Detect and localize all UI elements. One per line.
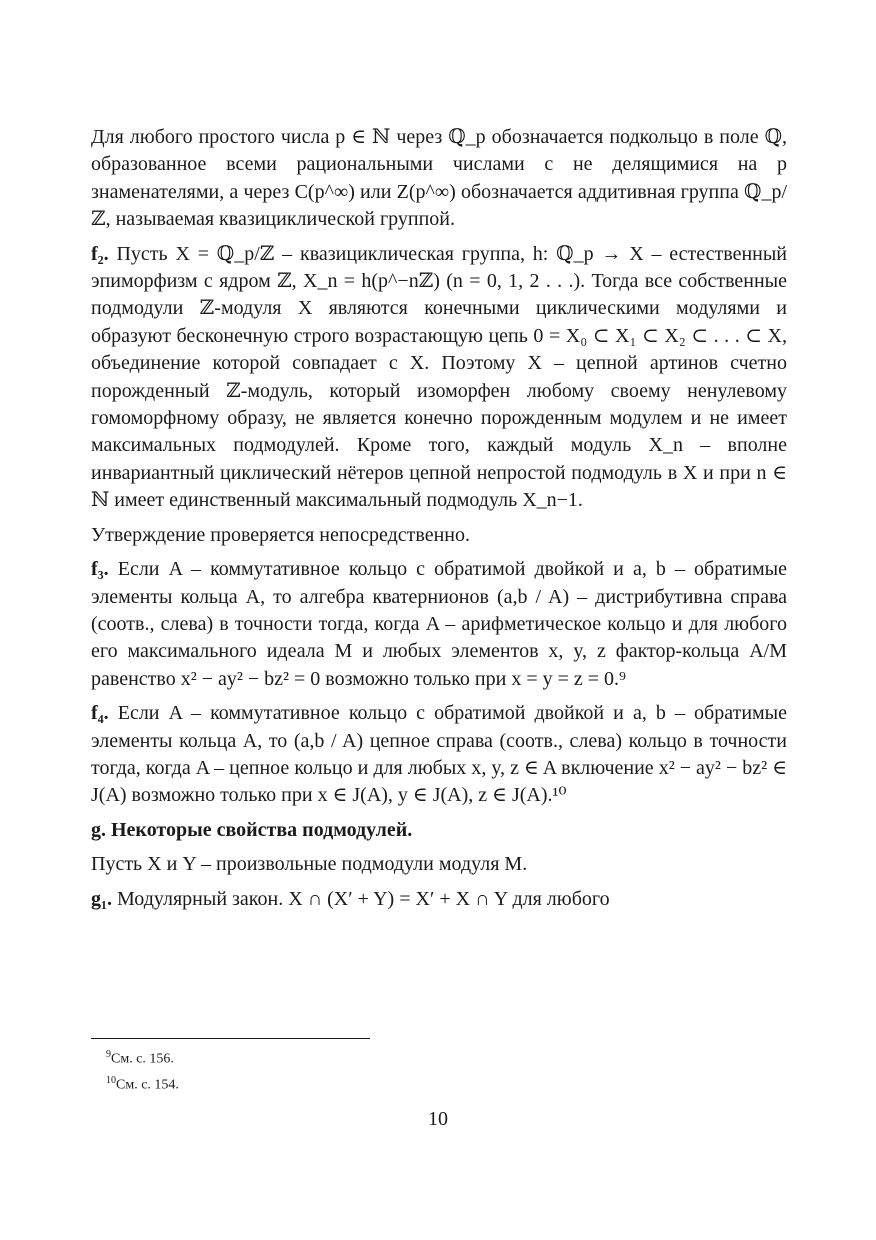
- footnote-item: [106, 1070, 179, 1096]
- paragraph-text: Если A – коммутативное кольцо с обратимой двойкой и a, b – обратимые элементы кольца A, то алгебра кватернионов (a,b / A) – дистрибутивна справа (соотв., слева) в точности тогда, когда A – арифметическое кольцо и для любого его максимального идеала M и любых элементов x, y, z фактор-кольца A/M равенство x² − ay² − bz² = 0 возможно только при x = y = z = 0.⁹: [91, 558, 787, 690]
- paragraph-label: f₄.: [91, 702, 109, 725]
- footnote-mark: 10: [106, 1074, 116, 1086]
- paragraph-label: g₁.: [91, 887, 112, 910]
- footnotes: [106, 1044, 179, 1095]
- paragraph-text: Модулярный закон. X ∩ (X′ + Y) = X′ + X ∩ Y для любого: [117, 887, 610, 910]
- paragraph-submodules: [91, 851, 787, 878]
- footnote-divider: [91, 1038, 370, 1039]
- paragraph-intro: [91, 124, 787, 234]
- paragraph-statement: [91, 522, 787, 549]
- heading-label: g.: [91, 818, 106, 841]
- heading-text: Некоторые свойства подмодулей.: [111, 818, 413, 841]
- footnote-text: См. с. 154.: [116, 1077, 179, 1093]
- page-number: 10: [428, 1108, 448, 1130]
- paragraph-label: f₃.: [91, 558, 109, 581]
- paragraph-label: f₂.: [91, 242, 109, 265]
- paragraph-text: Пусть X и Y – произвольные подмодули модуля M.: [91, 853, 528, 876]
- section-heading-g: [91, 817, 787, 844]
- paragraph-g1: [91, 886, 787, 913]
- page-body: [91, 124, 787, 913]
- footnote-text: См. с. 156.: [111, 1051, 174, 1067]
- paragraph-text: Пусть X = ℚ_p/ℤ – квазициклическая группа, h: ℚ_p → X – естественный эпиморфизм с ядром ℤ, X_n = h(p^−nℤ) (n = 0, 1, 2 . . .). Тогда все собственные подмодули ℤ-модуля X являются конечными циклическими модулями и образуют бесконечную строго возрастающую цепь 0 = X₀ ⊂ X₁ ⊂ X₂ ⊂ . . . ⊂ X, объединение которой совпадает с X. Поэтому X – цепной артинов счетно порожденный ℤ-модуль, который изоморфен любому своему ненулевому гомоморфному образу, не является конечно порожденным модулем и не имеет максимальных подмодулей. Кроме того, каждый модуль X_n – вполне инвариантный циклический нётеров цепной непростой подмодуль в X и при n ∈ ℕ имеет единственный максимальный подмодуль X_n−1.: [91, 242, 787, 512]
- paragraph-f3: [91, 556, 787, 693]
- paragraph-text: Утверждение проверяется непосредственно.: [91, 523, 470, 546]
- paragraph-f2: [91, 241, 787, 515]
- paragraph-text: Если A – коммутативное кольцо с обратимой двойкой и a, b – обратимые элементы кольца A, то (a,b / A) цепное справа (соотв., слева) кольцо в точности тогда, когда A – цепное кольцо и для любых x, y, z ∈ A включение x² − ay² − bz² ∈ J(A) возможно только при x ∈ J(A), y ∈ J(A), z ∈ J(A).¹⁰: [91, 702, 787, 807]
- footnote-mark: 9: [106, 1049, 111, 1060]
- paragraph-text: Для любого простого числа p ∈ ℕ через ℚ_p обозначается подкольцо в поле ℚ, образованное всеми рациональными числами с не делящимися на p знаменателями, а через C(p^∞) или Z(p^∞) обозначается аддитивная группа ℚ_p/ℤ, называемая квазициклической группой.: [91, 126, 787, 231]
- footnote-item: [106, 1044, 179, 1070]
- paragraph-f4: [91, 700, 787, 810]
